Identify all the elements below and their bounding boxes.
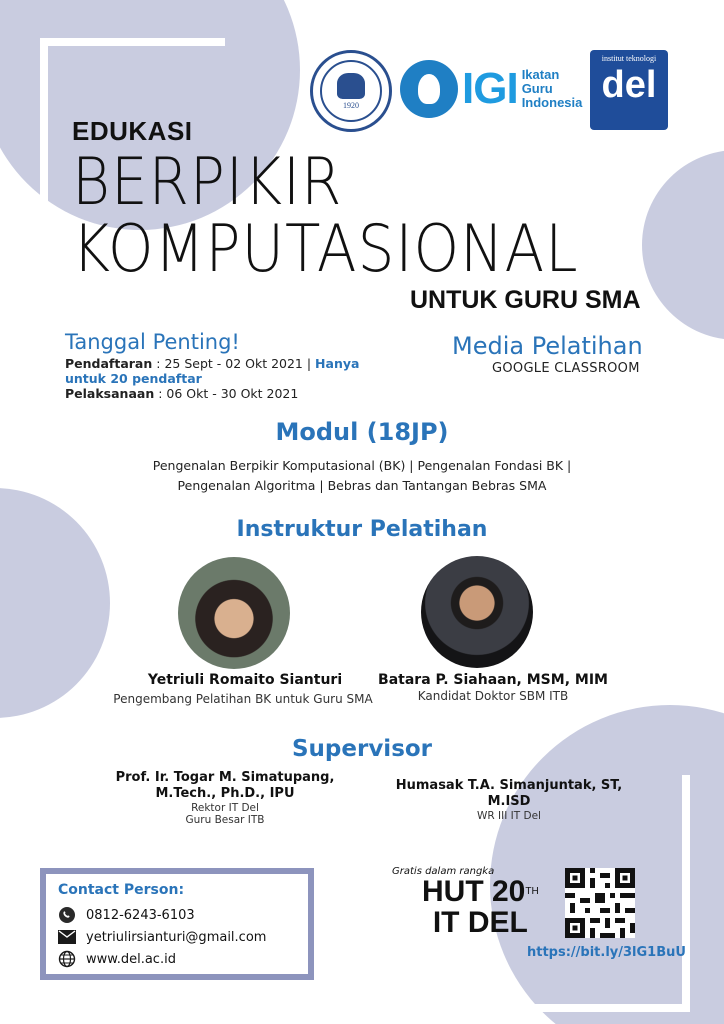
contact-title: Contact Person:: [58, 882, 185, 898]
qr-code-icon[interactable]: [565, 868, 635, 938]
contact-phone-row[interactable]: [58, 904, 296, 926]
frame-left-line: [40, 38, 48, 248]
subtitle: UNTUK GURU SMA: [410, 286, 641, 314]
del-logo-mark: del: [601, 64, 657, 106]
pendaftaran-limit: untuk 20 pendaftar: [65, 371, 202, 386]
it-del-logo: [590, 50, 668, 130]
pendaftaran-line: Pendaftaran : 25 Sept - 02 Okt 2021 | Hanya: [65, 356, 360, 371]
instruktur-heading: Instruktur Pelatihan: [236, 517, 488, 542]
registration-link[interactable]: https://bit.ly/3lG1BuU: [527, 945, 686, 960]
contact-web-row[interactable]: [58, 948, 296, 970]
title-edukasi: EDUKASI: [72, 116, 193, 146]
hut-title: HUT 20TH IT DEL: [422, 875, 539, 939]
instructor-name-1: Yetriuli Romaito Sianturi: [147, 672, 343, 688]
media-heading: Media Pelatihan: [452, 332, 643, 360]
instructor-photo-2: [421, 556, 533, 668]
globe-icon: [58, 950, 76, 968]
itb-logo-year: 1920: [343, 100, 359, 110]
supervisor-heading: Supervisor: [291, 736, 433, 762]
contact-phone: 0812-6243-6103: [86, 907, 195, 923]
instructor-name-2: Batara P. Siahaan, MSM, MIM: [378, 672, 608, 688]
decor-circle-right: [642, 150, 724, 340]
instructor-role-1: Pengembang Pelatihan BK untuk Guru SMA: [113, 692, 373, 706]
frame-bottom-line: [500, 1004, 690, 1012]
contact-web: www.del.ac.id: [86, 951, 176, 967]
contact-box: [40, 868, 314, 980]
del-logo-top-text: institut teknologi: [601, 54, 657, 63]
tanggal-heading: Tanggal Penting!: [65, 330, 240, 354]
igi-logo-text: IGI: [462, 64, 518, 113]
supervisor-1: Prof. Ir. Togar M. Simatupang, M.Tech., Ph.D., IPU Rektor IT Del Guru Besar ITB: [115, 770, 335, 826]
email-icon: [58, 928, 76, 946]
igi-logo: [400, 60, 582, 118]
media-value: GOOGLE CLASSROOM: [492, 361, 640, 376]
whatsapp-icon: [58, 906, 76, 924]
supervisor-2: Humasak T.A. Simanjuntak, ST, M.ISD WR III IT Del: [395, 778, 623, 822]
ganesha-icon: [337, 73, 365, 99]
frame-right-line: [682, 775, 690, 1012]
instructor-role-2: Kandidat Doktor SBM ITB: [417, 689, 569, 703]
contact-email-row[interactable]: [58, 926, 296, 948]
modul-heading: Modul (18JP): [275, 418, 449, 446]
itb-logo: [310, 50, 392, 132]
main-title-line2: KOMPUTASIONAL: [72, 210, 579, 287]
frame-top-line: [40, 38, 225, 46]
igi-mark-icon: [400, 60, 458, 118]
igi-logo-subtitle: Ikatan Guru Indonesia: [521, 67, 583, 110]
main-title: [72, 143, 579, 287]
gratis-text: Gratis dalam rangka: [392, 866, 495, 877]
contact-email: yetriulirsianturi@gmail.com: [86, 929, 267, 945]
main-title-line1: BERPIKIR: [72, 143, 343, 220]
modul-line-1: Pengenalan Berpikir Komputasional (BK) | Pengenalan Fondasi BK |: [152, 458, 572, 473]
modul-line-2: Pengenalan Algoritma | Bebras dan Tantangan Bebras SMA: [177, 478, 547, 493]
instructor-photo-1: [178, 557, 290, 669]
pelaksanaan-line: Pelaksanaan : 06 Okt - 30 Okt 2021: [65, 386, 299, 401]
